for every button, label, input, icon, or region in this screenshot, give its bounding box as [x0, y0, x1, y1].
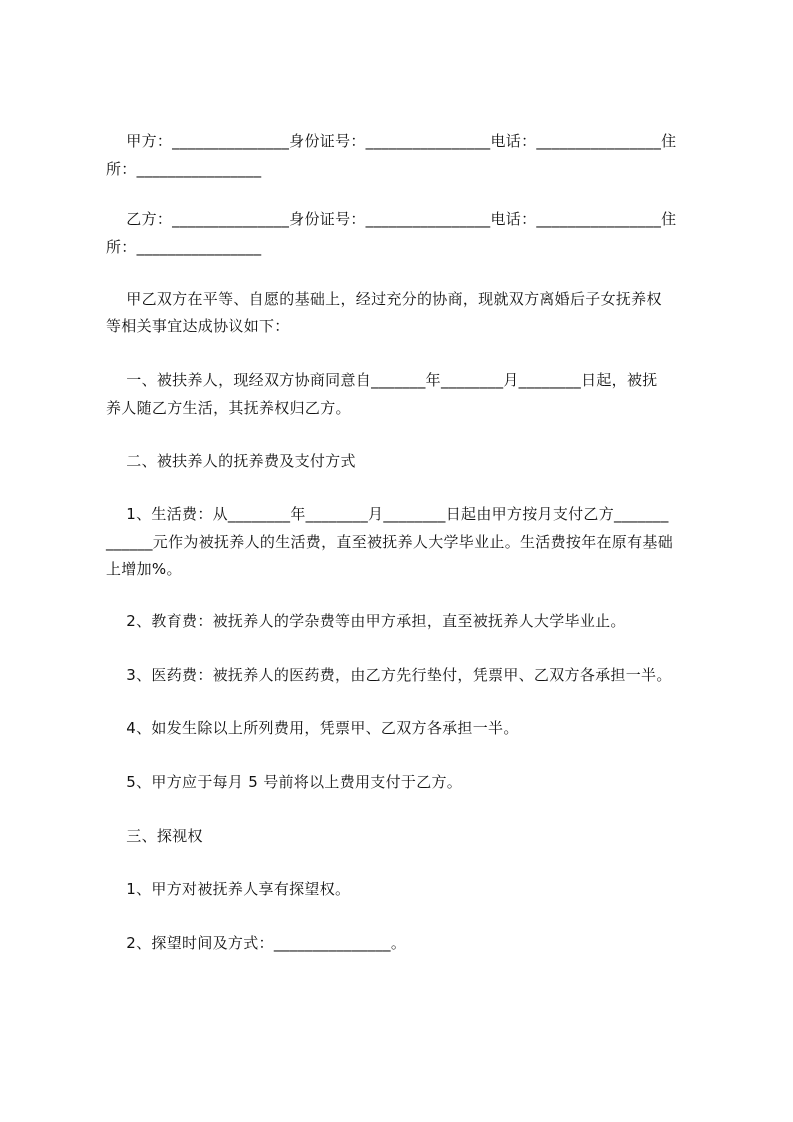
item-2: 2、教育费：被抚养人的学杂费等由甲方承担，直至被抚养人大学毕业止。 — [106, 612, 626, 630]
item-1-line-1: 1、生活费：从________年________月________日起由甲方按月支付乙方_______ — [106, 505, 669, 523]
party-a-line-2: 所：________________ — [106, 160, 262, 178]
section-1-line-1: 一、被扶养人，现经双方协商同意自_______年________月________日起，被抚 — [106, 371, 658, 389]
visit-item-2: 2、探望时间及方式：_______________。 — [106, 934, 407, 952]
section-2-title: 二、被扶养人的抚养费及支付方式 — [106, 452, 356, 470]
visit-item-1: 1、甲方对被抚养人享有探望权。 — [106, 880, 351, 898]
item-3: 3、医药费：被抚养人的医药费，由乙方先行垫付，凭票甲、乙双方各承担一半。 — [106, 666, 672, 684]
section-1-line-2: 养人随乙方生活，其抚养权归乙方。 — [106, 399, 351, 417]
party-a-line-1: 甲方：_______________身份证号：________________电话：________________住 — [106, 132, 677, 150]
item-1-line-2: ______元作为被抚养人的生活费，直至被抚养人大学毕业止。生活费按年在原有基础 — [106, 533, 674, 551]
intro-line-1: 甲乙双方在平等、自愿的基础上，经过充分的协商，现就双方离婚后子女抚养权 — [106, 290, 662, 308]
item-1-line-3: 上增加%。 — [106, 560, 182, 578]
item-5: 5、甲方应于每月 5 号前将以上费用支付于乙方。 — [106, 773, 463, 791]
section-3-title: 三、探视权 — [106, 827, 203, 845]
party-b-line-1: 乙方：_______________身份证号：________________电话：________________住 — [106, 210, 677, 228]
party-b-line-2: 所：________________ — [106, 238, 262, 256]
intro-line-2: 等相关事宜达成协议如下： — [106, 317, 290, 335]
item-4: 4、如发生除以上所列费用，凭票甲、乙双方各承担一半。 — [106, 719, 519, 737]
